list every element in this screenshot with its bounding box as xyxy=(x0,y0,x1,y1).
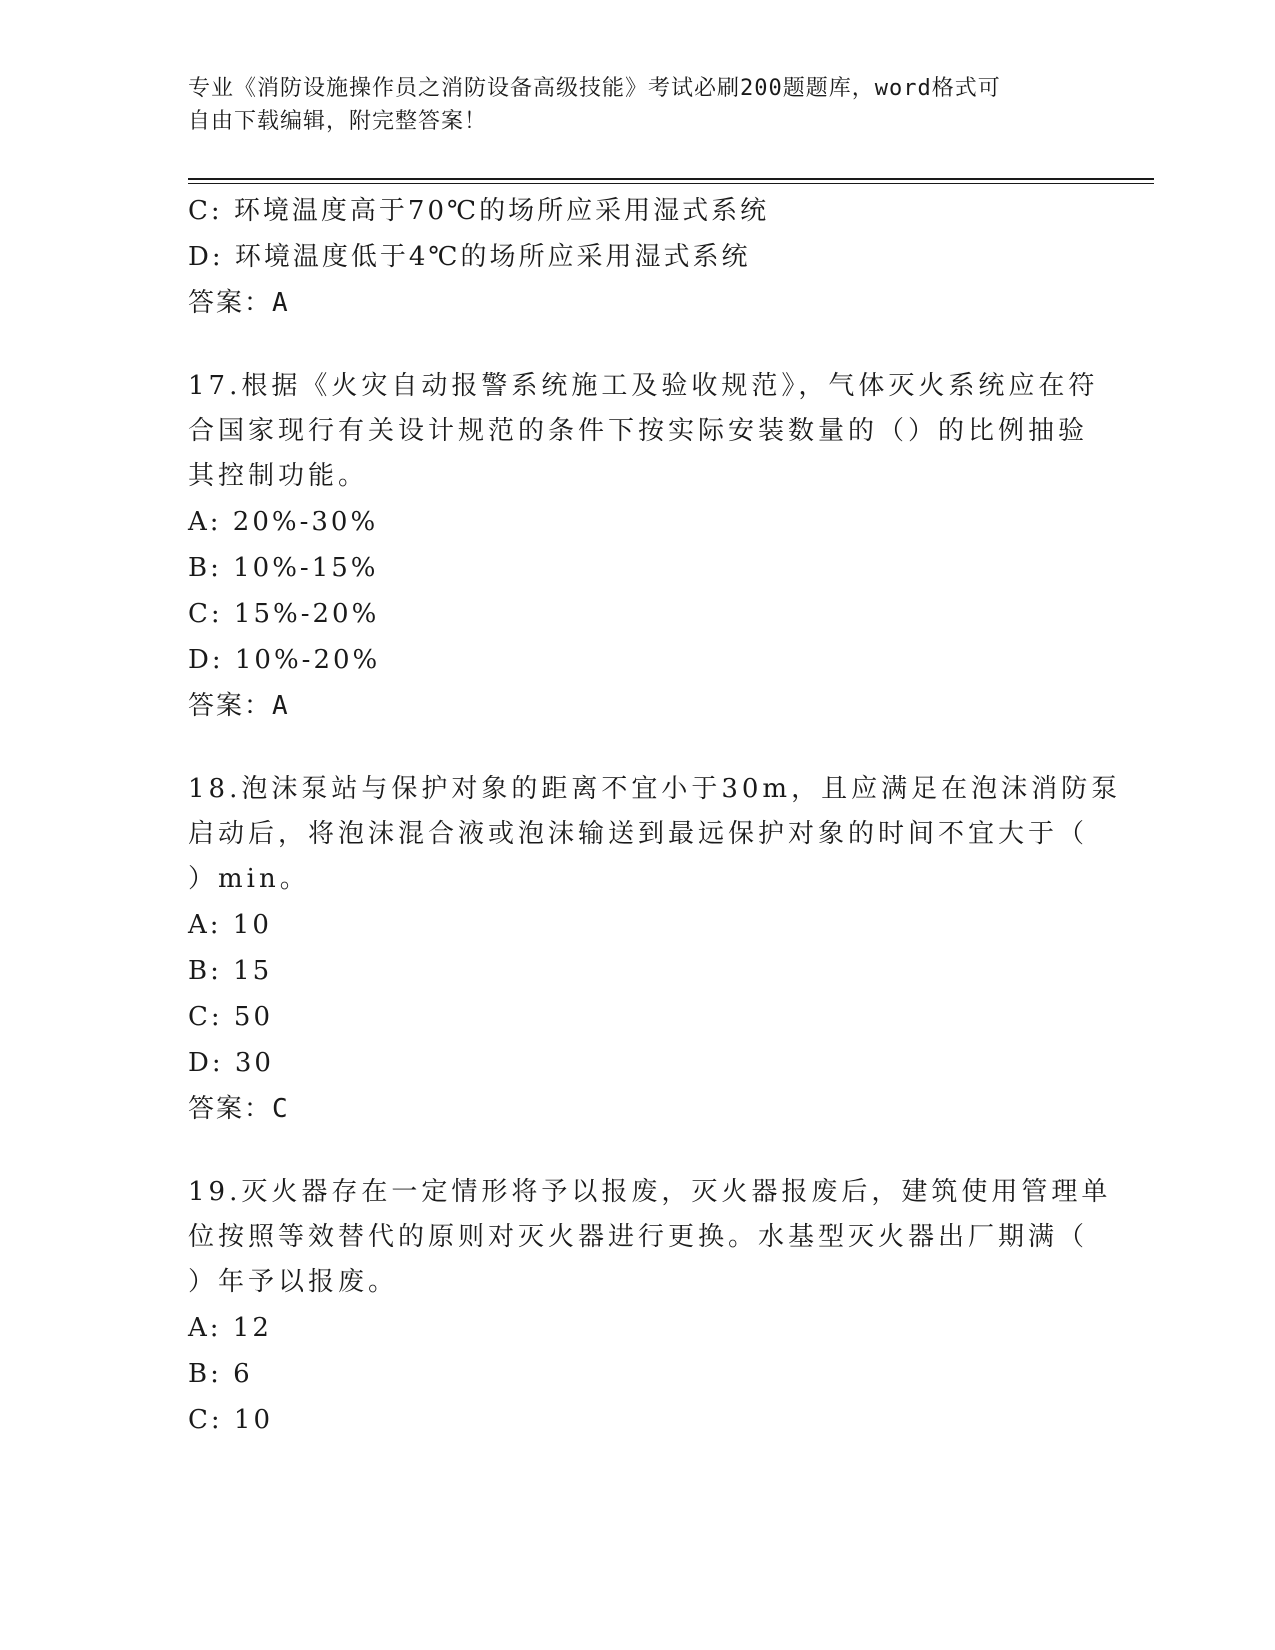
header-divider-thin xyxy=(188,183,1154,184)
stem-line: 19.灭火器存在一定情形将予以报废，灭火器报废后，建筑使用管理单 xyxy=(188,1177,1112,1207)
option-c: C: 环境温度高于70℃的场所应采用湿式系统 xyxy=(188,196,770,226)
answer-label: 答案： xyxy=(188,691,273,721)
option-a: A: 10 xyxy=(188,910,272,940)
option-a: A: 20%-30% xyxy=(188,507,379,537)
answer-line xyxy=(188,280,1088,326)
answer-line xyxy=(188,683,1088,729)
question-17 xyxy=(188,364,1099,729)
answer-line xyxy=(188,1086,1088,1132)
stem-line: 18.泡沫泵站与保护对象的距离不宜小于30m，且应满足在泡沫消防泵 xyxy=(188,774,1122,804)
stem-line: 17.根据《火灾自动报警系统施工及验收规范》，气体灭火系统应在符 xyxy=(188,371,1099,401)
option-b: B: 6 xyxy=(188,1359,253,1389)
stem-line: ）年予以报废。 xyxy=(188,1267,399,1297)
option-b: B: 10%-15% xyxy=(188,553,379,583)
page-header xyxy=(188,72,1068,138)
question-16-tail xyxy=(188,188,1088,326)
header-line: 专业《消防设施操作员之消防设备高级技能》考试必刷200题题库，word格式可 xyxy=(188,76,1001,101)
option-d: D: 30 xyxy=(188,1048,274,1078)
stem-line: 启动后，将泡沫混合液或泡沫输送到最远保护对象的时间不宜大于（ xyxy=(188,819,1089,849)
answer-label: 答案： xyxy=(188,1094,273,1124)
header-line: 自由下载编辑，附完整答案！ xyxy=(188,109,488,134)
answer-label: 答案： xyxy=(188,288,273,318)
answer-value: A xyxy=(272,691,290,721)
answer-value: A xyxy=(272,288,290,318)
answer-value: C xyxy=(272,1094,290,1124)
stem-line: 合国家现行有关设计规范的条件下按实际安装数量的（）的比例抽验 xyxy=(188,416,1089,446)
stem-line: 其控制功能。 xyxy=(188,461,369,491)
option-c: C: 50 xyxy=(188,1002,274,1032)
option-c: C: 10 xyxy=(188,1405,274,1435)
question-18 xyxy=(188,767,1122,1132)
option-a: A: 12 xyxy=(188,1313,272,1343)
question-stem xyxy=(188,1170,1112,1305)
question-stem xyxy=(188,767,1122,902)
option-c: C: 15%-20% xyxy=(188,599,380,629)
header-divider xyxy=(188,178,1154,180)
document-body xyxy=(188,188,1122,1443)
option-d: D: 环境温度低于4℃的场所应采用湿式系统 xyxy=(188,242,751,272)
question-19 xyxy=(188,1170,1112,1443)
question-stem xyxy=(188,364,1099,499)
stem-line: 位按照等效替代的原则对灭火器进行更换。水基型灭火器出厂期满（ xyxy=(188,1222,1089,1252)
option-b: B: 15 xyxy=(188,956,273,986)
option-d: D: 10%-20% xyxy=(188,645,381,675)
stem-line: ）min。 xyxy=(188,864,310,894)
